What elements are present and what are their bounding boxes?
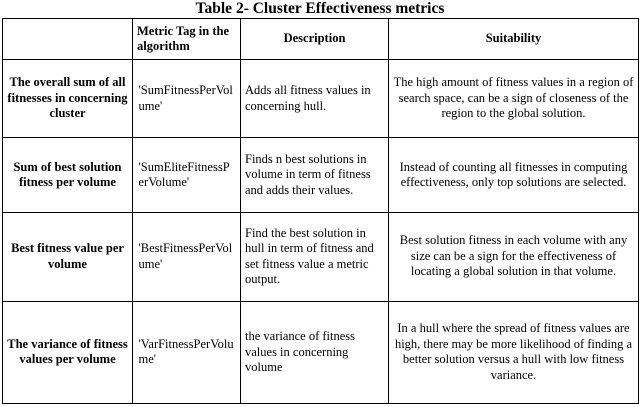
header-suitability: Suitability	[389, 19, 639, 60]
metric-name: Sum of best solution fitness per volume	[3, 138, 133, 212]
table-caption: Table 2- Cluster Effectiveness metrics	[195, 0, 445, 17]
metric-description: Adds all fitness values in concerning hull.	[241, 60, 389, 138]
metric-name: Best fitness value per volume	[3, 212, 133, 301]
metric-suitability: Instead of counting all fitnesses in computing effectiveness, only top solutions are selected.	[389, 138, 639, 212]
header-metric-name	[3, 19, 133, 60]
metric-tag: 'SumEliteFitnessPerVolume'	[133, 138, 241, 212]
table-row	[3, 138, 639, 212]
metric-tag: 'SumFitnessPerVolume'	[133, 60, 241, 138]
table-row	[3, 60, 639, 138]
header-row	[3, 19, 639, 60]
metric-name: The variance of fitness values per volume	[3, 301, 133, 403]
header-description: Description	[241, 19, 389, 60]
metric-name: The overall sum of all fitnesses in concerning cluster	[3, 60, 133, 138]
metric-description: Finds n best solutions in volume in term of fitness and adds their values.	[241, 138, 389, 212]
metric-tag: 'VarFitnessPerVolume'	[133, 301, 241, 403]
metric-suitability: Best solution fitness in each volume with any size can be a sign for the effectiveness of locating a global solution in that volume.	[389, 212, 639, 301]
table-row	[3, 301, 639, 403]
cluster-effectiveness-table	[2, 18, 639, 404]
metric-suitability: In a hull where the spread of fitness values are high, there may be more likelihood of finding a better solution versus a hull with low fitness variance.	[389, 301, 639, 403]
metric-suitability: The high amount of fitness values in a region of search space, can be a sign of closeness of the region to the global solution.	[389, 60, 639, 138]
header-metric-tag: Metric Tag in the algorithm	[133, 19, 241, 60]
metric-description: Find the best solution in hull in term of fitness and set fitness value a metric output.	[241, 212, 389, 301]
metric-tag: 'BestFitnessPerVolume'	[133, 212, 241, 301]
metric-description: the variance of fitness values in concerning volume	[241, 301, 389, 403]
table-row	[3, 212, 639, 301]
